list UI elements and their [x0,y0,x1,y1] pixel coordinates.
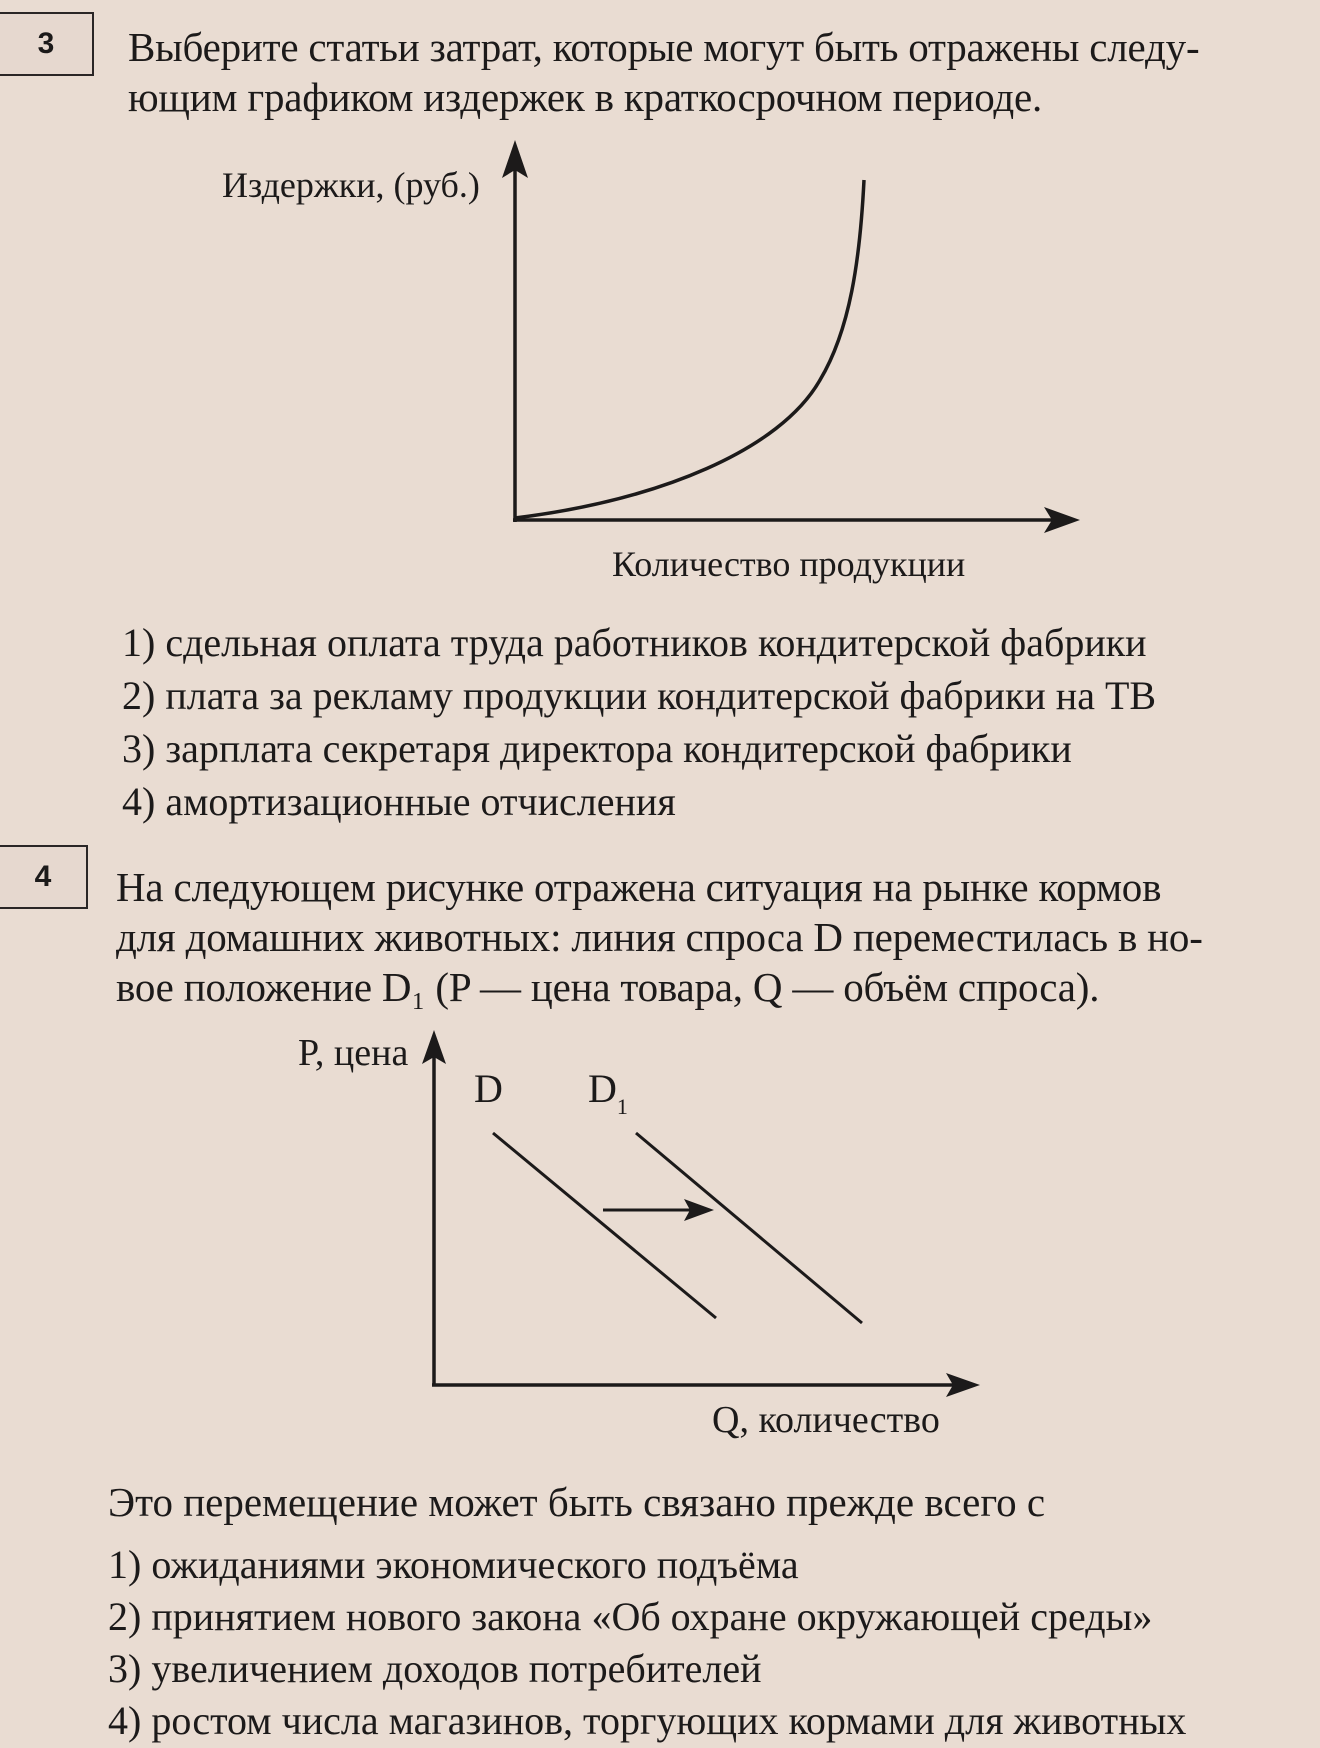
task4-curve-d1-label [588,1066,628,1119]
task4-x-axis-arrow [946,1373,980,1397]
task3-option-4[interactable]: 4) амортизационные отчисления [122,779,676,824]
task4-y-axis-arrow [422,1030,446,1064]
task4-x-label: Q, количество [712,1399,940,1441]
task4-curve-d1-letter: D [588,1066,617,1111]
task4-number-box [0,845,88,909]
task3-number: 3 [37,27,55,60]
task3-option-1[interactable]: 1) сдельная оплата труда работников кондитерской фабрики [122,620,1147,665]
task4-demand-line-d1 [636,1133,862,1323]
task3-cost-graph [0,0,1320,600]
task3-question-line-1: Выберите статьи затрат, которые могут быть отражены следу- [128,24,1200,70]
task3-cost-curve [515,180,864,518]
task3-option-3[interactable]: 3) зарплата секретаря директора кондитерской фабрики [122,726,1072,771]
task4-option-4[interactable]: 4) ростом числа магазинов, торгующих кормами для животных [108,1698,1187,1743]
task4-shift-arrow-head [684,1199,714,1221]
task4-demand-line-d [493,1133,716,1318]
task4-curve-d-label: D [474,1066,503,1111]
task4-option-1[interactable]: 1) ожиданиями экономического подъёма [108,1542,799,1587]
task4-question-line-3: вое положение D₁ (P — цена товара, Q — объём спроса). [116,964,1100,1010]
task4-question-line-1: На следующем рисунке отражена ситуация на рынке кормов [116,864,1162,910]
task4-number: 4 [34,860,52,893]
task4-question-line-2: для домашних животных: линия спроса D переместилась в но- [116,914,1203,960]
task3-x-label: Количество продукции [612,544,966,584]
task4-lead-text: Это перемещение может быть связано прежде всего с [108,1479,1046,1525]
task4-option-2[interactable]: 2) принятием нового закона «Об охране окружающей среды» [108,1594,1153,1639]
task4-option-3[interactable]: 3) увеличением доходов потребителей [108,1646,762,1691]
task4-curve-d1-subscript: 1 [616,1094,628,1119]
task3-option-2[interactable]: 2) плата за рекламу продукции кондитерской фабрики на ТВ [122,673,1157,718]
task3-y-label: Издержки, (руб.) [222,165,480,205]
task4-y-label: P, цена [298,1032,409,1074]
task4-question [116,862,1306,1012]
task3-question-line-2: ющим графиком издержек в краткосрочном периоде. [128,74,1043,120]
